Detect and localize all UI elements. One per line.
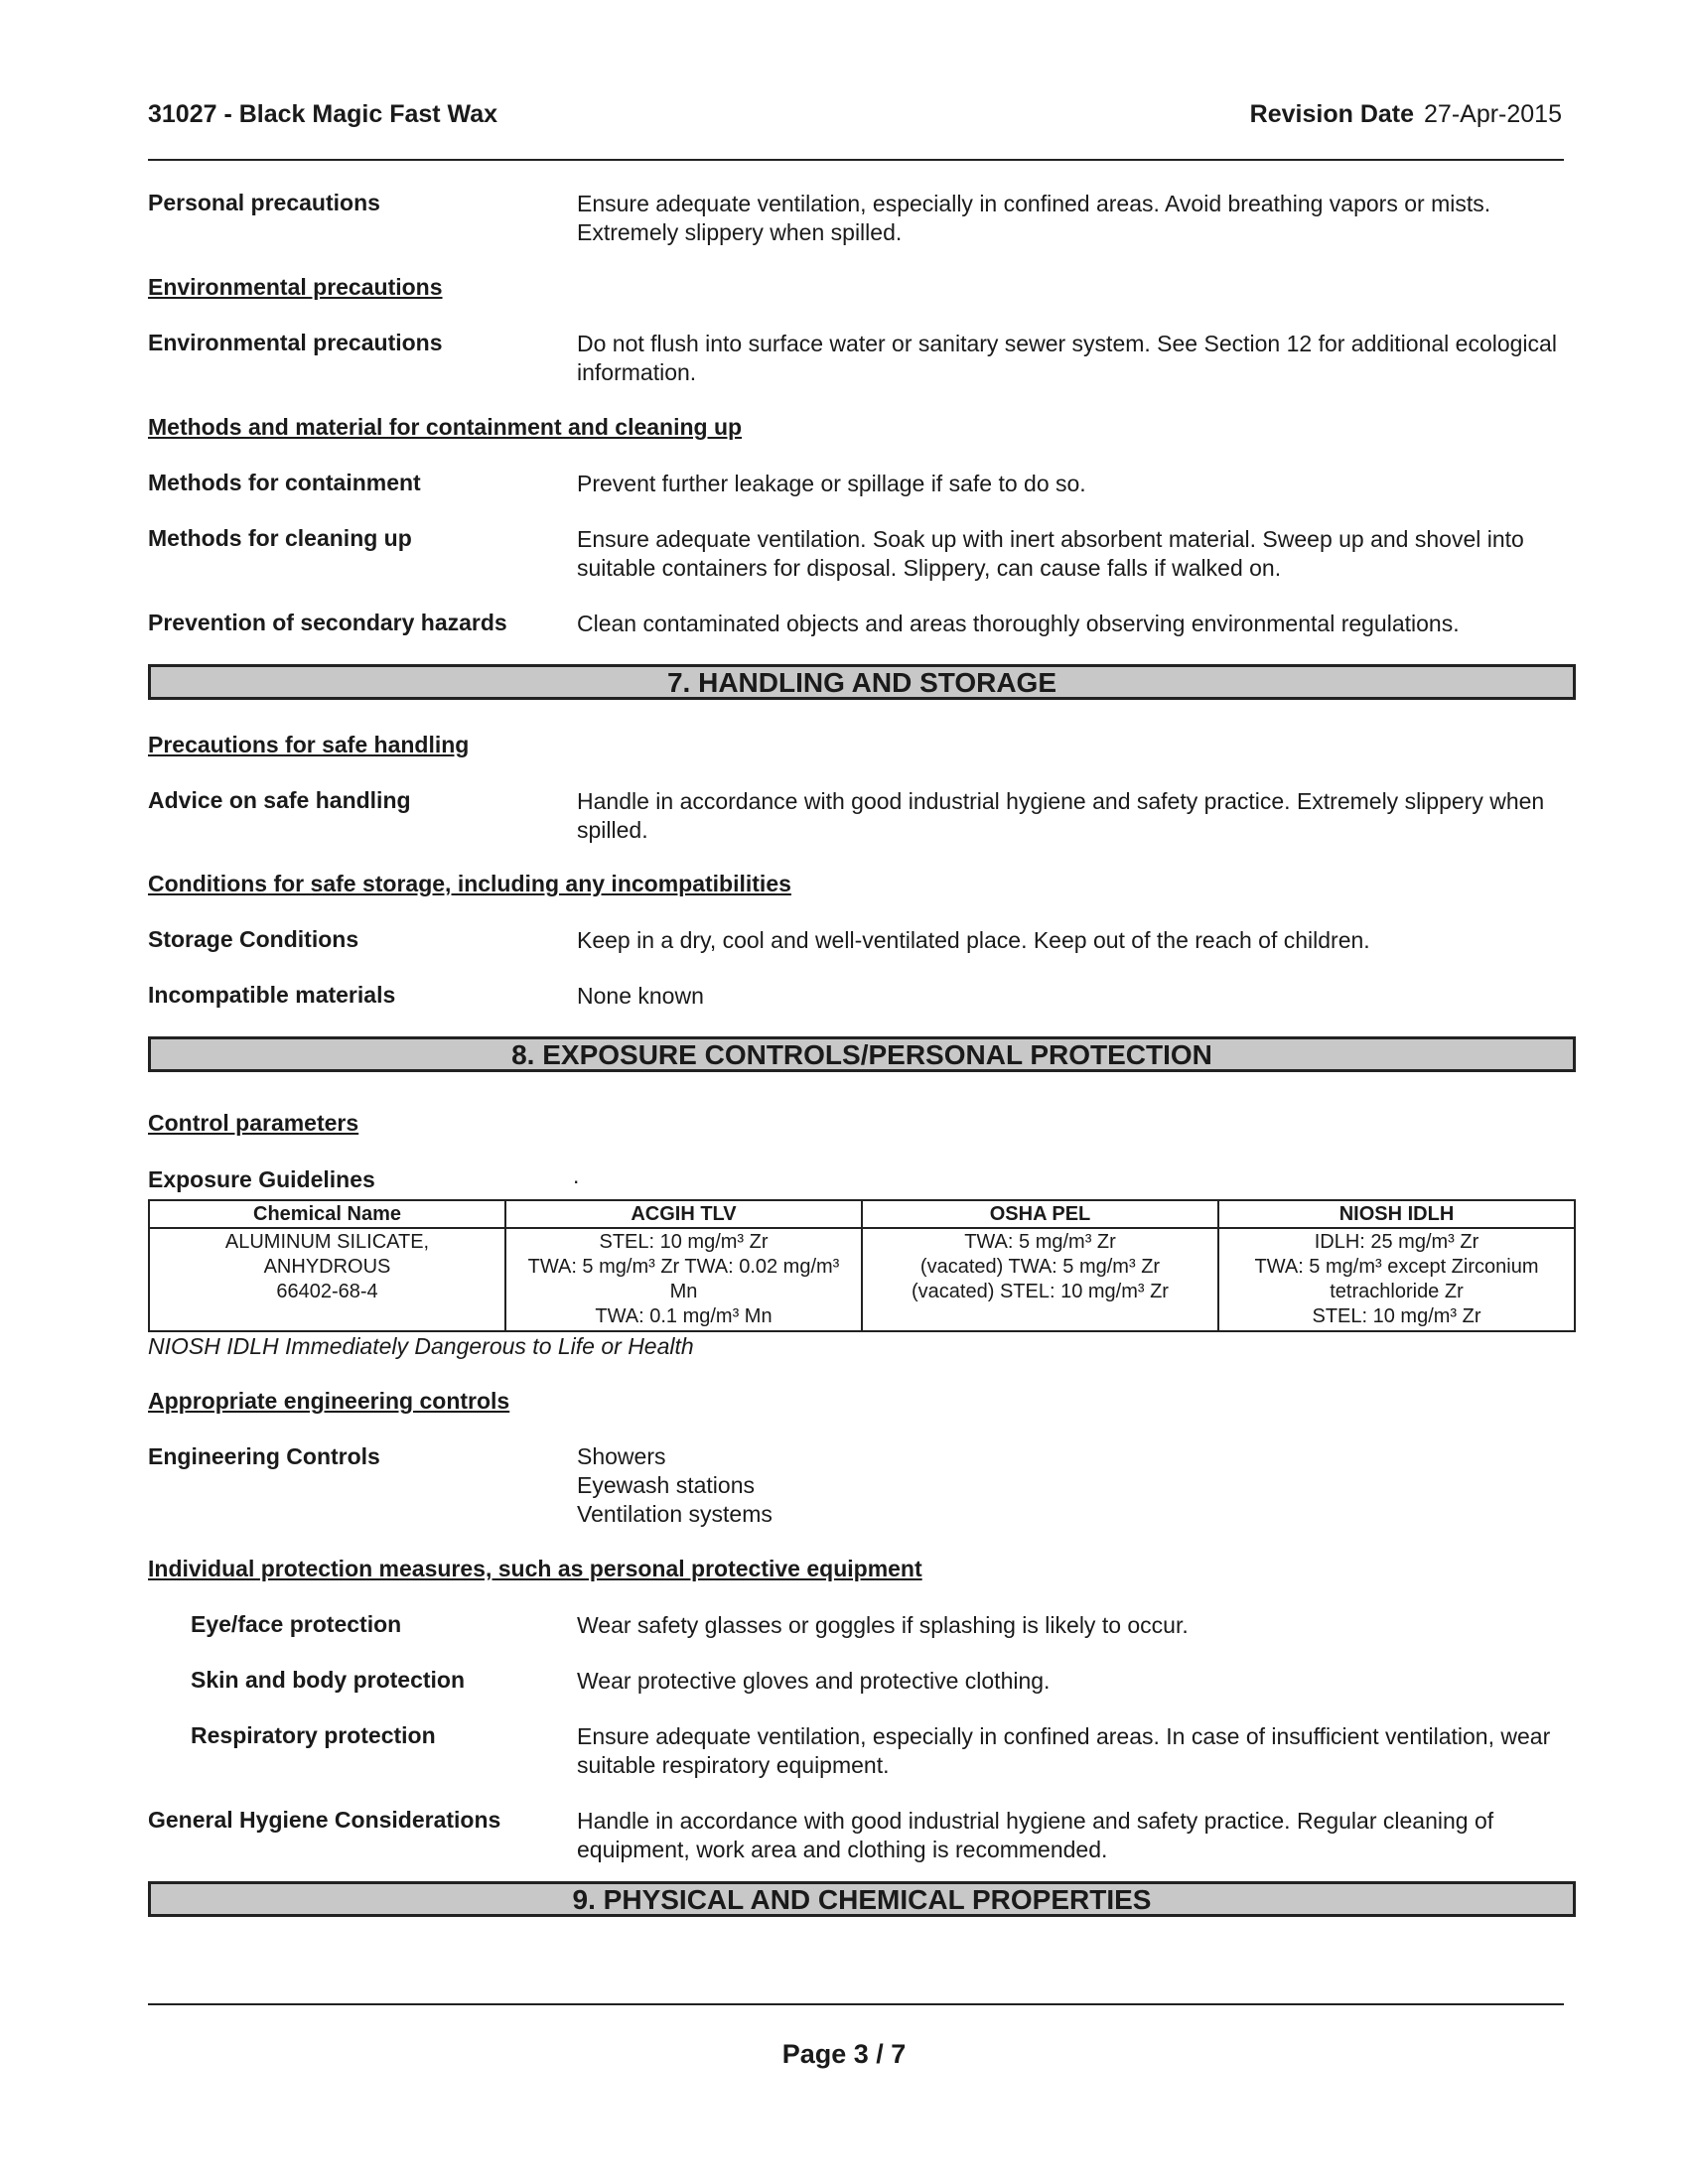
column-header: ACGIH TLV (505, 1200, 862, 1228)
incompatible-materials-label: Incompatible materials (148, 982, 396, 1008)
environmental-precautions-label: Environmental precautions (148, 330, 443, 355)
cell-line: TWA: 5 mg/m³ Zr (964, 1231, 1116, 1253)
engineering-controls-heading: Appropriate engineering controls (148, 1388, 510, 1414)
chemical-name-cell (149, 1228, 505, 1331)
skin-protection-label: Skin and body protection (191, 1667, 466, 1693)
storage-conditions-value: Keep in a dry, cool and well-ventilated place. Keep out of the reach of children. (577, 927, 1370, 953)
hygiene-value: Handle in accordance with good industrial hygiene and safety practice. Regular cleaning of equipment, work area and clothing is recommended. (577, 1808, 1494, 1862)
exposure-guidelines-label: Exposure Guidelines (148, 1166, 375, 1192)
cell-line: STEL: 10 mg/m³ Zr (599, 1231, 769, 1253)
respiratory-protection-value: Ensure adequate ventilation, especially in confined areas. In case of insufficient ventilation, wear suitable respiratory equipment. (577, 1723, 1551, 1778)
list-item: Eyewash stations (577, 1472, 755, 1498)
revision-label: Revision Date (1249, 100, 1415, 128)
safe-storage-heading: Conditions for safe storage, including any incompatibilities (148, 871, 791, 896)
skin-protection-value: Wear protective gloves and protective clothing. (577, 1668, 1051, 1694)
cell-line: TWA: 5 mg/m³ except Zirconium (1254, 1256, 1539, 1278)
engineering-controls-label: Engineering Controls (148, 1443, 380, 1469)
cell-line: ALUMINUM SILICATE, (224, 1231, 430, 1253)
secondary-hazards-value: Clean contaminated objects and areas thoroughly observing environmental regulations. (577, 611, 1460, 636)
cell-line: IDLH: 25 mg/m³ Zr (1314, 1231, 1479, 1253)
environmental-precautions-heading: Environmental precautions (148, 274, 443, 300)
list-item: Showers (577, 1443, 666, 1469)
containment-cleaning-heading: Methods and material for containment and cleaning up (148, 414, 743, 440)
safe-handling-label: Advice on safe handling (148, 787, 411, 813)
revision-info (1250, 100, 1562, 129)
cell-line: TWA: 5 mg/m³ Zr TWA: 0.02 mg/m³ (527, 1256, 840, 1278)
footer-rule (148, 2003, 1564, 2005)
header-rule (148, 159, 1564, 161)
storage-conditions-label: Storage Conditions (148, 926, 359, 952)
cell-line: (vacated) TWA: 5 mg/m³ Zr (919, 1256, 1161, 1278)
revision-date: 27-Apr-2015 (1424, 100, 1562, 128)
cell-line: 66402-68-4 (276, 1281, 378, 1302)
hygiene-label: General Hygiene Considerations (148, 1807, 501, 1833)
safe-handling-value: Handle in accordance with good industrial hygiene and safety practice. Extremely slippery when spilled. (577, 788, 1545, 843)
cell-line: Mn (669, 1281, 698, 1302)
column-header: OSHA PEL (862, 1200, 1218, 1228)
ppe-heading: Individual protection measures, such as personal protective equipment (148, 1556, 922, 1581)
column-header: NIOSH IDLH (1218, 1200, 1575, 1228)
cell-line: tetrachloride Zr (1330, 1281, 1464, 1302)
niosh-idlh-note: NIOSH IDLH Immediately Dangerous to Life or Health (148, 1333, 694, 1359)
personal-precautions-label: Personal precautions (148, 190, 380, 215)
environmental-precautions-value: Do not flush into surface water or sanitary sewer system. See Section 12 for additional ecological information. (577, 331, 1557, 385)
table-row (149, 1228, 1575, 1331)
cleaning-label: Methods for cleaning up (148, 525, 412, 551)
document-product-title: 31027 - Black Magic Fast Wax (148, 100, 498, 128)
eye-protection-label: Eye/face protection (191, 1611, 402, 1637)
osha-pel-cell (862, 1228, 1218, 1331)
section-7-title: 7. HANDLING AND STORAGE (148, 664, 1576, 700)
column-header: Chemical Name (149, 1200, 505, 1228)
niosh-idlh-cell (1218, 1228, 1575, 1331)
containment-value: Prevent further leakage or spillage if safe to do so. (577, 471, 1086, 496)
engineering-controls-list (577, 1442, 1570, 1529)
page-number: Page 3 / 7 (781, 2039, 907, 2069)
cell-line: (vacated) STEL: 10 mg/m³ Zr (912, 1281, 1169, 1302)
acgih-tlv-cell (505, 1228, 862, 1331)
cleaning-value: Ensure adequate ventilation. Soak up with inert absorbent material. Sweep up and shovel into suitable containers for disposal. Slippery, can cause falls if walked on. (577, 526, 1524, 581)
respiratory-protection-label: Respiratory protection (191, 1722, 436, 1748)
cell-line: STEL: 10 mg/m³ Zr (1312, 1305, 1481, 1327)
list-item: Ventilation systems (577, 1501, 773, 1527)
section-8-title: 8. EXPOSURE CONTROLS/PERSONAL PROTECTION (148, 1036, 1576, 1072)
eye-protection-value: Wear safety glasses or goggles if splashing is likely to occur. (577, 1612, 1189, 1638)
safe-handling-heading: Precautions for safe handling (148, 732, 470, 757)
section-9-title: 9. PHYSICAL AND CHEMICAL PROPERTIES (148, 1881, 1576, 1917)
cell-line: ANHYDROUS (263, 1256, 391, 1278)
personal-precautions-value: Ensure adequate ventilation, especially in confined areas. Avoid breathing vapors or mists. Extremely slippery when spilled. (577, 191, 1491, 245)
exposure-guidelines-dot: . (573, 1162, 580, 1188)
table-header-row (149, 1200, 1575, 1228)
exposure-guidelines-table (148, 1199, 1576, 1332)
secondary-hazards-label: Prevention of secondary hazards (148, 610, 507, 635)
control-parameters-heading: Control parameters (148, 1110, 359, 1136)
containment-label: Methods for containment (148, 470, 421, 495)
incompatible-materials-value: None known (577, 983, 704, 1009)
cell-line: TWA: 0.1 mg/m³ Mn (595, 1305, 773, 1327)
